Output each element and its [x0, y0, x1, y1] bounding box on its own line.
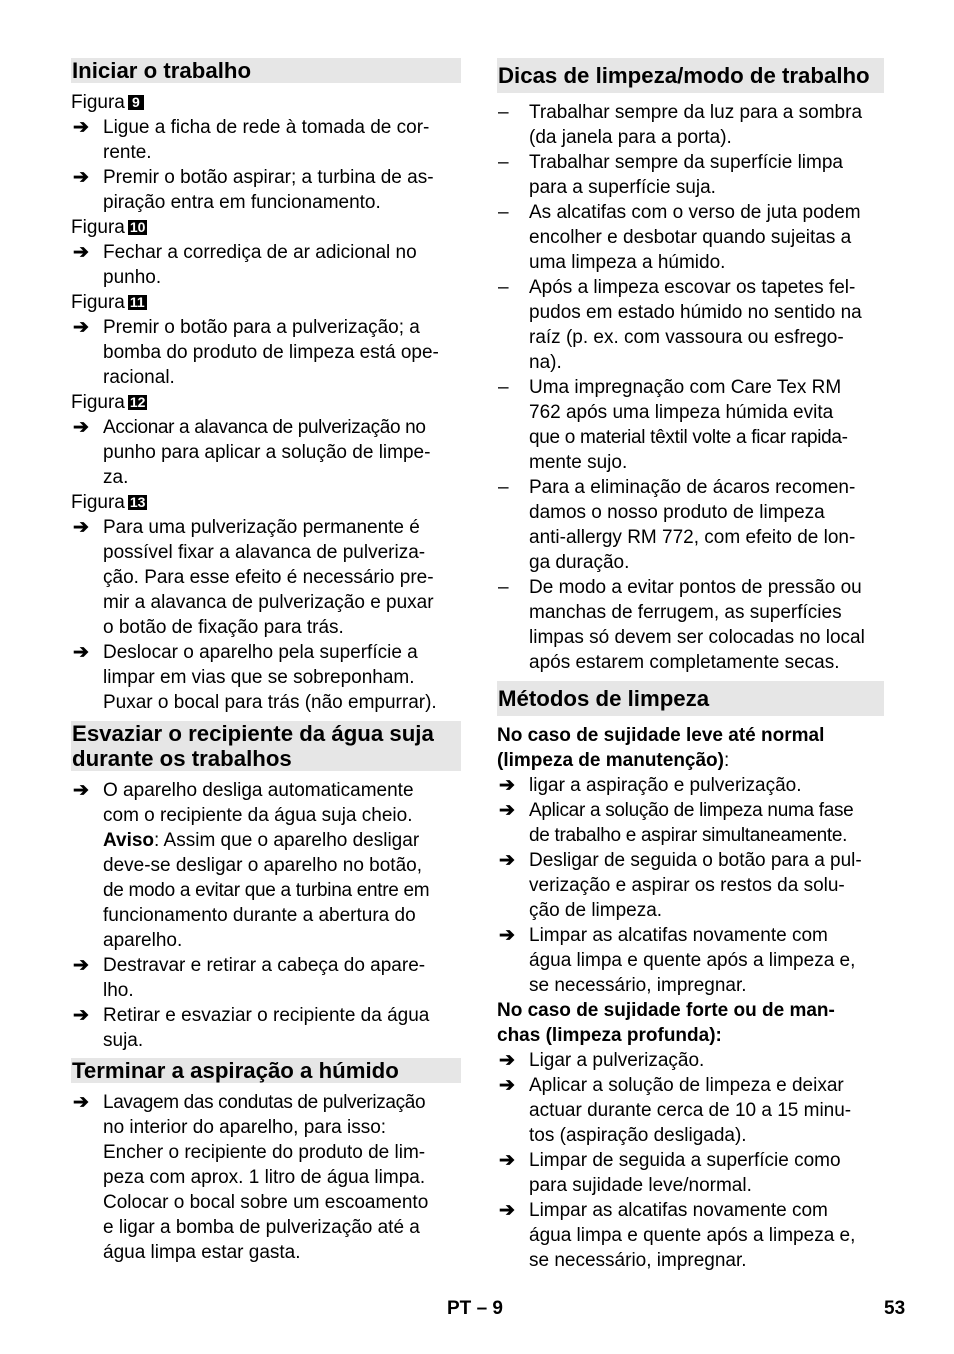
footer-section-ref: PT – 9 [447, 1298, 503, 1319]
page-number: 53 [884, 1298, 906, 1319]
arrow-icon: ➔ [73, 642, 89, 663]
arrow-icon: ➔ [73, 167, 89, 188]
list-item: – As alcatifas com o verso de juta podem encolher e desbotar quando sujeitas a uma limpeza a húmido. [498, 202, 861, 273]
heading-iniciar: Iniciar o trabalho [71, 58, 461, 83]
list-item: ➔ Destravar e retirar a cabeça do apare- lho. [73, 955, 426, 1001]
subheading-forte: No caso de sujidade forte ou de man- chas (limpeza profunda): [497, 1000, 835, 1046]
arrow-icon: ➔ [499, 800, 515, 821]
arrow-icon: ➔ [499, 1075, 515, 1096]
list-item: – Uma impregnação com Care Tex RM 762 após uma limpeza húmida evita que o material têxtil volte a ficar rapida- mente sujo. [498, 377, 848, 473]
list-item: – Trabalhar sempre da superfície limpa para a superfície suja. [498, 152, 843, 198]
section-esvaziar [71, 778, 461, 1053]
list-item: ➔ Lavagem das condutas de pulverização no interior do aparelho, para isso: Encher o recipiente do produto de lim- peza com aprox. 1 litro de água limpa. Colocar o bocal sobre um escoamento e ligar a bomba de pulverização até a água limpa estar gasta. [73, 1092, 429, 1263]
arrow-icon: ➔ [73, 780, 89, 801]
arrow-icon: ➔ [73, 117, 89, 138]
figure-number: 9 [128, 95, 144, 110]
list-item: ➔ Fechar a corrediça de ar adicional no punho. [73, 242, 417, 288]
figure-number: 10 [129, 219, 146, 235]
arrow-icon: ➔ [73, 242, 89, 263]
list-item: – Após a limpeza escovar os tapetes fel- pudos em estado húmido no sentido na raíz (p. ex. com vassoura ou esfrego- na). [498, 277, 862, 373]
arrow-icon: ➔ [73, 317, 89, 338]
figure-ref: Figura 12 [71, 392, 146, 413]
heading-metodos: Métodos de limpeza [497, 681, 884, 716]
heading-dicas: Dicas de limpeza/modo de trabalho [497, 58, 884, 93]
list-item: ➔ O aparelho desliga automaticamente com o recipiente da água suja cheio. Aviso: Assim que o aparelho desligar deve-se desligar o aparelho no botão, de modo a evitar que a turbina entre em funcionamento durante a abertura do aparelho. [73, 780, 430, 951]
list-item: ➔ Premir o botão aspirar; a turbina de as- piração entra em funcionamento. [73, 167, 434, 213]
arrow-icon: ➔ [73, 1092, 89, 1113]
arrow-icon: ➔ [499, 1200, 515, 1221]
list-item: – Trabalhar sempre da luz para a sombra (da janela para a porta). [498, 102, 863, 148]
figure-ref: Figura 13 [71, 492, 146, 513]
section-iniciar [71, 90, 461, 715]
figure-ref: Figura 11 [71, 292, 145, 313]
arrow-icon: ➔ [499, 1150, 515, 1171]
list-item: ➔ Deslocar o aparelho pela superfície a limpar em vias que se sobreponham. Puxar o bocal para trás (não empurrar). [73, 642, 437, 713]
dash-icon: – [498, 277, 509, 298]
list-item: ➔ Ligue a ficha de rede à tomada de cor- rente. [73, 117, 430, 163]
section-metodos [497, 723, 884, 1273]
figure-number: 13 [129, 494, 146, 510]
subheading-leve: No caso de sujidade leve até normal (limpeza de manutenção): [497, 725, 825, 771]
heading-terminar: Terminar a aspiração a húmido [71, 1058, 461, 1083]
arrow-icon: ➔ [73, 517, 89, 538]
heading-esvaziar: Esvaziar o recipiente da água suja durante os trabalhos [71, 721, 461, 771]
list-item: ➔ Premir o botão para a pulverização; a bomba do produto de limpeza está ope- racional. [73, 317, 439, 388]
arrow-icon: ➔ [499, 1050, 515, 1071]
arrow-icon: ➔ [499, 850, 515, 871]
dash-icon: – [498, 577, 509, 598]
arrow-icon: ➔ [499, 775, 515, 796]
arrow-icon: ➔ [73, 1005, 89, 1026]
dash-icon: – [498, 377, 509, 398]
figure-number: 11 [129, 294, 145, 310]
list-item: ➔ Accionar a alavanca de pulverização no punho para aplicar a solução de limpe- za. [73, 417, 431, 488]
list-item: – De modo a evitar pontos de pressão ou manchas de ferrugem, as superfícies limpas só devem ser colocadas no local após estarem completamente secas. [498, 577, 865, 673]
list-item: – Para a eliminação de ácaros recomen- damos o nosso produto de limpeza anti-allergy RM 772, com efeito de lon- ga duração. [498, 477, 856, 573]
arrow-icon: ➔ [73, 955, 89, 976]
dash-icon: – [498, 477, 509, 498]
list-item: ➔ Limpar as alcatifas novamente com água limpa e quente após a limpeza e, se necessário, impregnar. [499, 925, 856, 996]
list-item: ➔ Limpar de seguida a superfície como para sujidade leve/normal. [499, 1150, 841, 1196]
section-dicas [497, 100, 884, 675]
list-item: ➔ Limpar as alcatifas novamente com água limpa e quente após a limpeza e, se necessário, impregnar. [499, 1200, 856, 1271]
list-item: ➔ Aplicar a solução de limpeza e deixar actuar durante cerca de 10 a 15 minu- tos (aspiração desligada). [499, 1075, 852, 1146]
figure-ref: Figura 9 [71, 90, 461, 115]
list-item: ➔ Desligar de seguida o botão para a pul- verização e aspirar os restos da solu- ção de limpeza. [499, 850, 862, 921]
dash-icon: – [498, 152, 509, 173]
dash-icon: – [498, 202, 509, 223]
arrow-icon: ➔ [73, 417, 89, 438]
arrow-icon: ➔ [499, 925, 515, 946]
list-item: ➔ ligar a aspiração e pulverização. [499, 775, 802, 796]
list-item: ➔ Retirar e esvaziar o recipiente da água suja. [73, 1005, 430, 1051]
figure-number: 12 [129, 394, 146, 410]
list-item: ➔ Para uma pulverização permanente é possível fixar a alavanca de pulveriza- ção. Para esse efeito é necessário pre- mir a alavanca de pulverização e puxar o botão de fixação para trás. [73, 517, 434, 638]
section-terminar [71, 1090, 461, 1265]
dash-icon: – [498, 102, 509, 123]
list-item: ➔ Aplicar a solução de limpeza numa fase de trabalho e aspirar simultaneamente. [499, 800, 854, 846]
aviso-label: Aviso [103, 830, 155, 851]
figure-ref: Figura 10 [71, 217, 146, 238]
list-item: ➔ Ligar a pulverização. [499, 1050, 705, 1071]
